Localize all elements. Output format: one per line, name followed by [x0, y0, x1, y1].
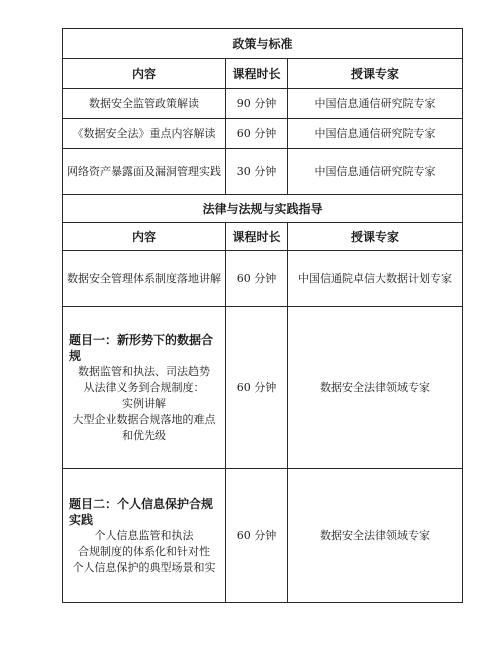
header-duration: 课程时长: [226, 223, 288, 251]
header-content: 内容: [63, 59, 226, 89]
row-expert: 中国信息通信研究院专家: [288, 89, 463, 119]
topic-title: 题目二：个人信息保护合规实践: [69, 496, 214, 527]
section-title: 政策与标准: [63, 29, 463, 59]
topic-expert: 数据安全法律领域专家: [288, 307, 463, 469]
topic-line: 合规制度的体系化和针对性: [78, 544, 210, 558]
row-duration: 30 分钟: [226, 149, 288, 195]
row-expert: 中国信息通信研究院专家: [288, 149, 463, 195]
topic-line: 个人信息监管和执法: [94, 528, 194, 542]
row-content: 数据安全监管政策解读: [63, 89, 226, 119]
section-title-row: [63, 29, 463, 59]
topic-line: 数据监管和执法、司法趋势: [78, 364, 210, 378]
topic-duration: 60 分钟: [226, 307, 288, 469]
topic-row: [63, 469, 463, 603]
topic-line: 大型企业数据合规落地的难点: [72, 412, 216, 426]
header-expert: 授课专家: [288, 59, 463, 89]
row-content: 数据安全管理体系制度落地讲解: [63, 251, 226, 307]
topic-row: [63, 307, 463, 469]
header-row: [63, 223, 463, 251]
row-content: 网络资产暴露面及漏洞管理实践: [63, 149, 226, 195]
section-title: 法律与法规与实践指导: [63, 195, 463, 223]
row-content: 《数据安全法》重点内容解读: [63, 119, 226, 149]
table-row: [63, 119, 463, 149]
topic-line: 个人信息保护的典型场景和实: [72, 560, 216, 574]
row-expert: 中国信息通信研究院专家: [288, 119, 463, 149]
section-title-row: [63, 195, 463, 223]
topic-line: 从法律义务到合规制度：: [83, 380, 205, 394]
topic-content: [63, 469, 226, 603]
topic-title: 题目一：新形势下的数据合规: [69, 332, 214, 363]
training-schedule-table: [62, 28, 463, 603]
header-content: 内容: [63, 223, 226, 251]
row-duration: 60 分钟: [226, 251, 288, 307]
table-row: [63, 251, 463, 307]
topic-duration: 60 分钟: [226, 469, 288, 603]
row-expert: 中国信通院卓信大数据计划专家: [288, 251, 463, 307]
row-duration: 90 分钟: [226, 89, 288, 119]
topic-content: [63, 307, 226, 469]
table-row: [63, 89, 463, 119]
topic-line: 和优先级: [122, 428, 166, 442]
header-duration: 课程时长: [226, 59, 288, 89]
topic-line: 实例讲解: [122, 396, 166, 410]
topic-expert: 数据安全法律领域专家: [288, 469, 463, 603]
header-expert: 授课专家: [288, 223, 463, 251]
row-duration: 60 分钟: [226, 119, 288, 149]
table-row: [63, 149, 463, 195]
header-row: [63, 59, 463, 89]
